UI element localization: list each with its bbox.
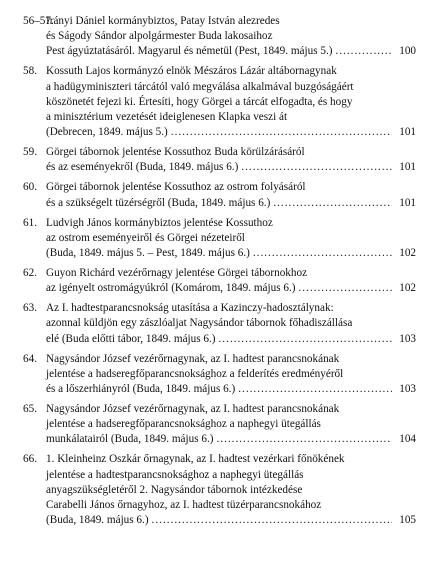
entry-text: Az I. hadtestparancsnokság utasítása a Kazinczy-hadosztálynak:: [46, 302, 334, 315]
entry-text: Görgei tábornok jelentése Kossuthoz az ostrom folyásáról: [46, 181, 306, 194]
page-number: 104: [399, 433, 416, 446]
entry-text: Görgei tábornok jelentése Kossuthoz Buda körülzárásáról: [46, 146, 305, 159]
page-number: 101: [399, 196, 416, 209]
entry-line: [46, 216, 416, 231]
entry-line: [46, 64, 416, 79]
entry-text: és a lőszerhiányról (Buda, 1849. május 6.): [46, 383, 236, 396]
entry-line: [46, 110, 416, 125]
page-number: 103: [399, 332, 416, 345]
entry-text: munkálatairól (Buda, 1849. május 6.): [46, 433, 214, 446]
dot-leader: [299, 281, 393, 296]
toc-list: [23, 14, 416, 528]
entry-line: [46, 498, 416, 513]
entry-text: (Buda, 1849. május 5. – Pest, 1849. május 6.): [46, 247, 250, 260]
entry-text: az ostrom eseményeiről és Görgei nézeteiről: [46, 231, 245, 244]
entry-line: [46, 402, 416, 417]
entry-line: [46, 145, 416, 160]
entry-line: [46, 95, 416, 110]
entry-text: az igényelt ostromágyúkról (Komárom, 1849. május 6.): [46, 282, 296, 295]
entry-line: [46, 513, 416, 528]
entry-line: [46, 29, 416, 44]
entry-text: Nagysándor József vezérőrnagynak, az I. hadtest parancsnokának: [46, 352, 340, 365]
toc-entry: [23, 14, 416, 60]
page-number: 101: [399, 161, 416, 174]
entry-text: Ludvigh János kormánybiztos jelentése Kossuthoz: [46, 216, 273, 229]
entry-text: Kossuth Lajos kormányzó elnök Mészáros Lázár altábornagynak: [46, 65, 337, 78]
entry-line: [46, 382, 416, 397]
entry-number: 58.: [23, 65, 37, 78]
page-number: 105: [399, 514, 416, 527]
entry-line: [46, 14, 416, 29]
entry-line: [46, 417, 416, 432]
entry-number: 60.: [23, 181, 37, 194]
dot-leader: [216, 432, 392, 447]
entry-line: [46, 125, 416, 140]
entry-line: [46, 483, 416, 498]
entry-line: [46, 266, 416, 281]
toc-entry: [23, 64, 416, 140]
toc-entry: [23, 402, 416, 448]
toc-entry: [23, 180, 416, 210]
entry-line: [46, 316, 416, 331]
entry-line: [46, 332, 416, 347]
dot-leader: [273, 196, 392, 211]
entry-number: 62.: [23, 267, 37, 280]
page-number: 103: [399, 383, 416, 396]
dot-leader: [152, 513, 392, 528]
entry-number: 56–57.: [23, 15, 54, 27]
toc-entry: [23, 301, 416, 347]
entry-line: [46, 432, 416, 447]
dot-leader: [241, 160, 392, 175]
entry-number: 59.: [23, 146, 37, 159]
entry-line: [46, 80, 416, 95]
entry-line: [46, 281, 416, 296]
toc-entry: [23, 145, 416, 175]
entry-line: [46, 160, 416, 175]
toc-entry: [23, 266, 416, 296]
entry-text: Irányi Dániel kormánybiztos, Patay István alezredes: [46, 15, 280, 27]
entry-text: jelentése a hadseregfőparancsnoksághoz a naphegyi ütegállás: [46, 418, 321, 431]
entry-text: és Ságody Sándor alpolgármester Buda lakosaihoz: [46, 30, 273, 43]
entry-text: azonnal küldjön egy zászlóaljat Nagysándor tábornok főhadiszállása: [46, 317, 353, 330]
entry-text: a hadügyminiszteri tárcától való megválása alkalmával buzgóságáért: [46, 80, 354, 93]
entry-line: [46, 196, 416, 211]
entry-line: [46, 246, 416, 261]
entry-text: a minisztérium vezetését ideiglenesen Klapka veszi át: [46, 111, 288, 124]
entry-line: [46, 352, 416, 367]
toc-entry: [23, 452, 416, 528]
entry-text: elé (Buda előtti tábor, 1849. május 6.): [46, 332, 216, 345]
entry-number: 66.: [23, 453, 37, 466]
entry-text: jelentése a hadtestparancsnoksághoz a naphegyi ütegállás: [46, 468, 304, 481]
dot-leader: [253, 246, 392, 261]
entry-number: 61.: [23, 216, 37, 229]
entry-text: (Buda, 1849. május 6.): [46, 514, 149, 527]
page-number: 102: [399, 282, 416, 295]
entry-line: [46, 452, 416, 467]
dot-leader: [219, 332, 393, 347]
entry-line: [46, 367, 416, 382]
dot-leader: [335, 44, 392, 59]
entry-text: (Debrecen, 1849. május 5.): [46, 126, 168, 139]
page-number: 100: [399, 45, 416, 58]
entry-text: Pest ágyúztatásáról. Magyarul és németül (Pest, 1849. május 5.): [46, 45, 333, 58]
entry-text: jelentése a hadseregfőparancsnoksághoz a felderítés eredményéről: [46, 367, 344, 380]
entry-text: anyagszükségletéről 2. Nagysándor tábornok intézkedése: [46, 483, 303, 496]
toc-entry: [23, 352, 416, 398]
entry-text: Guyon Richárd vezérőrnagy jelentése Görgei tábornokhoz: [46, 267, 308, 280]
dot-leader: [171, 125, 392, 140]
dot-leader: [238, 382, 392, 397]
entry-number: 63.: [23, 302, 37, 315]
entry-text: 1. Kleinheinz Oszkár őrnagynak, az I. hadtest vezérkari főnökének: [46, 453, 345, 466]
entry-number: 65.: [23, 403, 37, 416]
entry-line: [46, 301, 416, 316]
entry-text: köszönetét fejezi ki. Értesíti, hogy Görgei a tárcát elfogadta, és hogy: [46, 95, 353, 108]
entry-text: Nagysándor József vezérőrnagynak, az I. hadtest parancsnokának: [46, 403, 340, 416]
entry-line: [46, 468, 416, 483]
entry-line: [46, 180, 416, 195]
entry-text: Carabelli János őrnagyhoz, az I. hadtest tüzérparancsnokához: [46, 499, 322, 512]
entry-text: és az eseményekről (Buda, 1849. május 6.): [46, 161, 239, 174]
toc-entry: [23, 216, 416, 262]
entry-line: [46, 231, 416, 246]
page-number: 101: [399, 126, 416, 139]
entry-line: [46, 44, 416, 59]
page-number: 102: [399, 247, 416, 260]
entry-number: 64.: [23, 352, 37, 365]
entry-text: és a szükségelt tüzérségről (Buda, 1849. május 6.): [46, 196, 271, 209]
